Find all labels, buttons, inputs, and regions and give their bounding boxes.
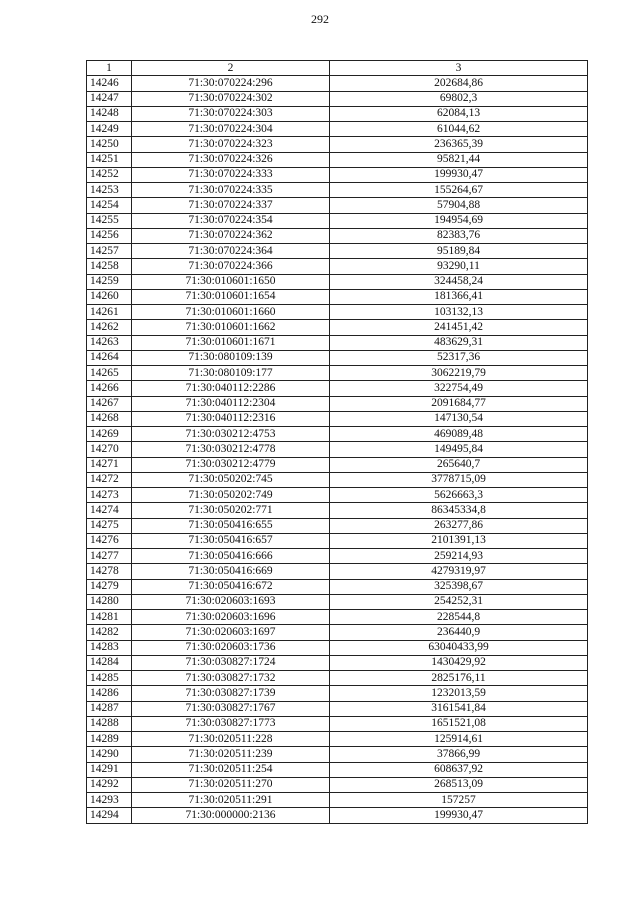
page-number: 292 <box>311 12 329 26</box>
value-cell: 1232013,59 <box>330 686 588 701</box>
cadastral-number-cell: 71:30:010601:1662 <box>132 320 330 335</box>
row-number-cell: 14256 <box>87 228 132 243</box>
row-number-cell: 14274 <box>87 503 132 518</box>
value-cell: 3161541,84 <box>330 701 588 716</box>
cadastral-number-cell: 71:30:080109:177 <box>132 366 330 381</box>
row-number-cell: 14275 <box>87 518 132 533</box>
row-number-cell: 14246 <box>87 76 132 91</box>
row-number-cell: 14283 <box>87 640 132 655</box>
cadastral-number-cell: 71:30:010601:1660 <box>132 305 330 320</box>
row-number-cell: 14261 <box>87 305 132 320</box>
value-cell: 259214,93 <box>330 549 588 564</box>
cadastral-number-cell: 71:30:030827:1773 <box>132 716 330 731</box>
row-number-cell: 14289 <box>87 732 132 747</box>
table-header-row <box>87 61 588 76</box>
cadastral-number-cell: 71:30:020511:291 <box>132 793 330 808</box>
row-number-cell: 14284 <box>87 655 132 670</box>
row-number-cell: 14266 <box>87 381 132 396</box>
row-number-cell: 14263 <box>87 335 132 350</box>
cadastral-number-cell: 71:30:020603:1696 <box>132 610 330 625</box>
row-number-cell: 14272 <box>87 472 132 487</box>
value-cell: 3778715,09 <box>330 472 588 487</box>
value-cell: 63040433,99 <box>330 640 588 655</box>
value-cell: 263277,86 <box>330 518 588 533</box>
cadastral-number-cell: 71:30:030827:1739 <box>132 686 330 701</box>
value-cell: 69802,3 <box>330 91 588 106</box>
value-cell: 194954,69 <box>330 213 588 228</box>
cadastral-number-cell: 71:30:020511:239 <box>132 747 330 762</box>
table-row <box>87 793 588 808</box>
table-row <box>87 457 588 472</box>
table-row <box>87 259 588 274</box>
table-row <box>87 655 588 670</box>
table-row <box>87 320 588 335</box>
row-number-cell: 14287 <box>87 701 132 716</box>
cadastral-number-cell: 71:30:050416:672 <box>132 579 330 594</box>
cadastral-number-cell: 71:30:070224:326 <box>132 152 330 167</box>
cadastral-number-cell: 71:30:020511:254 <box>132 762 330 777</box>
column-header-3: 3 <box>330 61 588 76</box>
value-cell: 157257 <box>330 793 588 808</box>
table-row <box>87 183 588 198</box>
cadastral-number-cell: 71:30:030212:4778 <box>132 442 330 457</box>
table-row <box>87 488 588 503</box>
row-number-cell: 14250 <box>87 137 132 152</box>
cadastral-number-cell: 71:30:030212:4779 <box>132 457 330 472</box>
value-cell: 254252,31 <box>330 594 588 609</box>
table-row <box>87 640 588 655</box>
cadastral-number-cell: 71:30:050202:749 <box>132 488 330 503</box>
table-row <box>87 549 588 564</box>
row-number-cell: 14269 <box>87 427 132 442</box>
cadastral-number-cell: 71:30:030212:4753 <box>132 427 330 442</box>
data-table <box>86 60 588 824</box>
table-row <box>87 533 588 548</box>
row-number-cell: 14262 <box>87 320 132 335</box>
cadastral-number-cell: 71:30:020511:228 <box>132 732 330 747</box>
row-number-cell: 14254 <box>87 198 132 213</box>
cadastral-number-cell: 71:30:050202:771 <box>132 503 330 518</box>
row-number-cell: 14277 <box>87 549 132 564</box>
table-row <box>87 167 588 182</box>
cadastral-number-cell: 71:30:070224:354 <box>132 213 330 228</box>
table-row <box>87 381 588 396</box>
cadastral-number-cell: 71:30:010601:1650 <box>132 274 330 289</box>
value-cell: 483629,31 <box>330 335 588 350</box>
cadastral-number-cell: 71:30:050202:745 <box>132 472 330 487</box>
value-cell: 125914,61 <box>330 732 588 747</box>
cadastral-number-cell: 71:30:050416:655 <box>132 518 330 533</box>
table-row <box>87 442 588 457</box>
table-row <box>87 579 588 594</box>
row-number-cell: 14294 <box>87 808 132 823</box>
cadastral-number-cell: 71:30:020603:1697 <box>132 625 330 640</box>
row-number-cell: 14271 <box>87 457 132 472</box>
row-number-cell: 14288 <box>87 716 132 731</box>
table-row <box>87 411 588 426</box>
table-row <box>87 808 588 823</box>
table-row <box>87 289 588 304</box>
value-cell: 2091684,77 <box>330 396 588 411</box>
row-number-cell: 14257 <box>87 244 132 259</box>
value-cell: 82383,76 <box>330 228 588 243</box>
value-cell: 52317,36 <box>330 350 588 365</box>
value-cell: 95189,84 <box>330 244 588 259</box>
row-number-cell: 14255 <box>87 213 132 228</box>
table-row <box>87 518 588 533</box>
table-row <box>87 106 588 121</box>
value-cell: 181366,41 <box>330 289 588 304</box>
cadastral-number-cell: 71:30:070224:337 <box>132 198 330 213</box>
row-number-cell: 14247 <box>87 91 132 106</box>
table-row <box>87 716 588 731</box>
row-number-cell: 14290 <box>87 747 132 762</box>
row-number-cell: 14273 <box>87 488 132 503</box>
value-cell: 202684,86 <box>330 76 588 91</box>
cadastral-number-cell: 71:30:020603:1693 <box>132 594 330 609</box>
cadastral-number-cell: 71:30:070224:366 <box>132 259 330 274</box>
table-row <box>87 122 588 137</box>
cadastral-number-cell: 71:30:010601:1671 <box>132 335 330 350</box>
cadastral-number-cell: 71:30:020603:1736 <box>132 640 330 655</box>
value-cell: 1430429,92 <box>330 655 588 670</box>
value-cell: 103132,13 <box>330 305 588 320</box>
value-cell: 147130,54 <box>330 411 588 426</box>
row-number-cell: 14268 <box>87 411 132 426</box>
cadastral-number-cell: 71:30:030827:1732 <box>132 671 330 686</box>
table-row <box>87 228 588 243</box>
table-row <box>87 503 588 518</box>
value-cell: 608637,92 <box>330 762 588 777</box>
value-cell: 93290,11 <box>330 259 588 274</box>
row-number-cell: 14260 <box>87 289 132 304</box>
value-cell: 199930,47 <box>330 808 588 823</box>
column-header-1: 1 <box>87 61 132 76</box>
table-row <box>87 594 588 609</box>
value-cell: 4279319,97 <box>330 564 588 579</box>
row-number-cell: 14280 <box>87 594 132 609</box>
cadastral-number-cell: 71:30:040112:2316 <box>132 411 330 426</box>
cadastral-number-cell: 71:30:000000:2136 <box>132 808 330 823</box>
table-row <box>87 137 588 152</box>
table-row <box>87 213 588 228</box>
row-number-cell: 14258 <box>87 259 132 274</box>
table-body <box>87 76 588 823</box>
cadastral-number-cell: 71:30:040112:2286 <box>132 381 330 396</box>
value-cell: 37866,99 <box>330 747 588 762</box>
table-row <box>87 564 588 579</box>
value-cell: 57904,88 <box>330 198 588 213</box>
row-number-cell: 14276 <box>87 533 132 548</box>
table-row <box>87 76 588 91</box>
table-row <box>87 152 588 167</box>
cadastral-number-cell: 71:30:070224:362 <box>132 228 330 243</box>
table-row <box>87 732 588 747</box>
row-number-cell: 14285 <box>87 671 132 686</box>
row-number-cell: 14251 <box>87 152 132 167</box>
value-cell: 268513,09 <box>330 777 588 792</box>
value-cell: 265640,7 <box>330 457 588 472</box>
cadastral-number-cell: 71:30:070224:335 <box>132 183 330 198</box>
table-row <box>87 198 588 213</box>
row-number-cell: 14282 <box>87 625 132 640</box>
table-row <box>87 747 588 762</box>
value-cell: 236365,39 <box>330 137 588 152</box>
value-cell: 5626663,3 <box>330 488 588 503</box>
table-row <box>87 701 588 716</box>
row-number-cell: 14278 <box>87 564 132 579</box>
cadastral-number-cell: 71:30:010601:1654 <box>132 289 330 304</box>
value-cell: 3062219,79 <box>330 366 588 381</box>
value-cell: 469089,48 <box>330 427 588 442</box>
value-cell: 155264,67 <box>330 183 588 198</box>
value-cell: 149495,84 <box>330 442 588 457</box>
value-cell: 322754,49 <box>330 381 588 396</box>
cadastral-number-cell: 71:30:050416:657 <box>132 533 330 548</box>
table-row <box>87 244 588 259</box>
table-row <box>87 671 588 686</box>
row-number-cell: 14264 <box>87 350 132 365</box>
value-cell: 325398,67 <box>330 579 588 594</box>
table-row <box>87 366 588 381</box>
table-row <box>87 427 588 442</box>
cadastral-number-cell: 71:30:040112:2304 <box>132 396 330 411</box>
cadastral-number-cell: 71:30:080109:139 <box>132 350 330 365</box>
value-cell: 1651521,08 <box>330 716 588 731</box>
cadastral-number-cell: 71:30:070224:302 <box>132 91 330 106</box>
cadastral-number-cell: 71:30:070224:323 <box>132 137 330 152</box>
table-row <box>87 274 588 289</box>
value-cell: 199930,47 <box>330 167 588 182</box>
value-cell: 95821,44 <box>330 152 588 167</box>
table-row <box>87 335 588 350</box>
row-number-cell: 14293 <box>87 793 132 808</box>
value-cell: 241451,42 <box>330 320 588 335</box>
row-number-cell: 14249 <box>87 122 132 137</box>
cadastral-number-cell: 71:30:020511:270 <box>132 777 330 792</box>
row-number-cell: 14281 <box>87 610 132 625</box>
cadastral-number-cell: 71:30:050416:669 <box>132 564 330 579</box>
row-number-cell: 14259 <box>87 274 132 289</box>
table-row <box>87 305 588 320</box>
cadastral-number-cell: 71:30:070224:296 <box>132 76 330 91</box>
row-number-cell: 14292 <box>87 777 132 792</box>
cadastral-number-cell: 71:30:070224:304 <box>132 122 330 137</box>
value-cell: 62084,13 <box>330 106 588 121</box>
table-row <box>87 472 588 487</box>
value-cell: 236440,9 <box>330 625 588 640</box>
value-cell: 228544,8 <box>330 610 588 625</box>
cadastral-number-cell: 71:30:050416:666 <box>132 549 330 564</box>
table-row <box>87 777 588 792</box>
row-number-cell: 14252 <box>87 167 132 182</box>
table-row <box>87 396 588 411</box>
column-header-2: 2 <box>132 61 330 76</box>
row-number-cell: 14267 <box>87 396 132 411</box>
table-row <box>87 91 588 106</box>
row-number-cell: 14286 <box>87 686 132 701</box>
table-row <box>87 625 588 640</box>
row-number-cell: 14248 <box>87 106 132 121</box>
cadastral-number-cell: 71:30:070224:364 <box>132 244 330 259</box>
value-cell: 86345334,8 <box>330 503 588 518</box>
row-number-cell: 14265 <box>87 366 132 381</box>
table-row <box>87 762 588 777</box>
value-cell: 324458,24 <box>330 274 588 289</box>
row-number-cell: 14279 <box>87 579 132 594</box>
value-cell: 2825176,11 <box>330 671 588 686</box>
cadastral-number-cell: 71:30:070224:303 <box>132 106 330 121</box>
value-cell: 2101391,13 <box>330 533 588 548</box>
cadastral-number-cell: 71:30:030827:1767 <box>132 701 330 716</box>
row-number-cell: 14270 <box>87 442 132 457</box>
row-number-cell: 14253 <box>87 183 132 198</box>
row-number-cell: 14291 <box>87 762 132 777</box>
value-cell: 61044,62 <box>330 122 588 137</box>
table-row <box>87 686 588 701</box>
table-row <box>87 610 588 625</box>
table-row <box>87 350 588 365</box>
cadastral-number-cell: 71:30:070224:333 <box>132 167 330 182</box>
cadastral-number-cell: 71:30:030827:1724 <box>132 655 330 670</box>
